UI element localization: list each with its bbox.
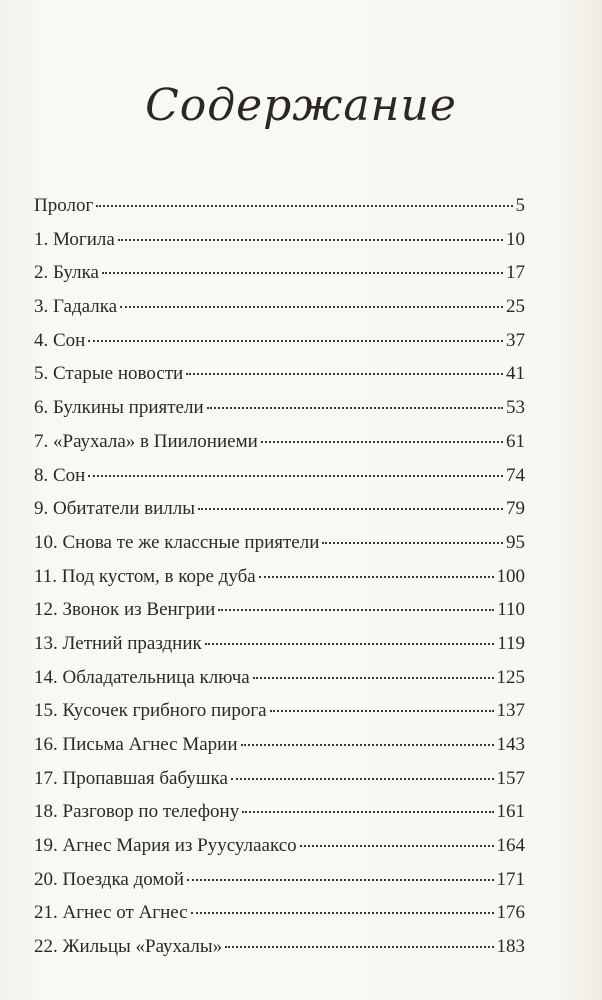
- page-title: Содержание: [145, 80, 457, 131]
- toc-entry: [34, 564, 525, 598]
- toc-entry: [34, 530, 525, 564]
- toc-entry-title: 4. Сон: [34, 329, 86, 351]
- toc-entry-title: 22. Жильцы «Раухалы»: [34, 936, 223, 958]
- toc-entry-page-number: 119: [497, 632, 525, 654]
- toc-entry-title: 6. Булкины приятели: [34, 397, 204, 419]
- toc-entry-page-number: 176: [496, 902, 525, 924]
- dot-leader: [186, 372, 503, 375]
- toc-entry: [34, 732, 525, 766]
- toc-entry-title: 3. Гадалка: [34, 296, 118, 318]
- toc-entry-title: 5. Старые новости: [34, 363, 184, 385]
- dot-leader: [187, 878, 493, 881]
- dot-leader: [225, 945, 493, 948]
- dot-leader: [241, 743, 494, 746]
- dot-leader: [191, 911, 494, 914]
- table-of-contents: [34, 193, 525, 968]
- toc-entry-title: 7. «Раухала» в Пиилониеми: [34, 430, 258, 452]
- toc-entry-page-number: 10: [506, 228, 525, 250]
- toc-entry-title: 15. Кусочек грибного пирога: [34, 700, 267, 722]
- dot-leader: [88, 474, 503, 477]
- toc-entry-title: 21. Агнес от Агнес: [34, 902, 188, 924]
- toc-entry-title: 13. Летний праздник: [34, 632, 202, 654]
- toc-entry: [34, 631, 525, 665]
- toc-entry-page-number: 125: [496, 666, 525, 688]
- toc-entry-page-number: 79: [506, 498, 525, 520]
- dot-leader: [207, 406, 503, 409]
- toc-entry: [34, 665, 525, 699]
- toc-entry-page-number: 61: [506, 430, 525, 452]
- toc-entry: [34, 698, 525, 732]
- toc-entry: [34, 496, 525, 530]
- toc-entry-page-number: 157: [496, 767, 525, 789]
- dot-leader: [218, 608, 494, 611]
- dot-leader: [322, 541, 503, 544]
- toc-entry: [34, 597, 525, 631]
- dot-leader: [198, 507, 503, 510]
- toc-entry-page-number: 95: [506, 531, 525, 553]
- toc-entry-title: 8. Сон: [34, 464, 86, 486]
- toc-entry-page-number: 53: [506, 397, 525, 419]
- dot-leader: [205, 642, 494, 645]
- toc-entry: [34, 833, 525, 867]
- toc-entry: [34, 867, 525, 901]
- dot-leader: [300, 844, 494, 847]
- toc-entry: [34, 429, 525, 463]
- toc-entry: [34, 260, 525, 294]
- toc-entry: [34, 361, 525, 395]
- toc-entry: [34, 294, 525, 328]
- toc-entry: [34, 328, 525, 362]
- toc-entry-title: 1. Могила: [34, 228, 115, 250]
- toc-entry-title: 16. Письма Агнес Марии: [34, 734, 238, 755]
- toc-entry-page-number: 183: [496, 936, 525, 958]
- toc-entry: [34, 395, 525, 429]
- dot-leader: [88, 339, 503, 342]
- toc-entry-page-number: 137: [496, 700, 525, 722]
- toc-entry: [34, 463, 525, 497]
- toc-entry-title: 17. Пропавшая бабушка: [34, 767, 228, 789]
- dot-leader: [231, 777, 494, 780]
- dot-leader: [120, 305, 503, 308]
- toc-entry-page-number: 161: [496, 801, 525, 823]
- dot-leader: [118, 238, 503, 241]
- dot-leader: [242, 810, 493, 813]
- toc-entry: [34, 799, 525, 833]
- toc-entry-page-number: 110: [497, 599, 525, 621]
- toc-entry-title: 9. Обитатели виллы: [34, 498, 196, 520]
- toc-entry-title: 12. Звонок из Венгрии: [34, 599, 216, 621]
- toc-entry-page-number: 17: [506, 262, 525, 284]
- toc-entry-title: Пролог: [34, 195, 94, 216]
- toc-entry: [34, 227, 525, 261]
- dot-leader: [253, 676, 494, 679]
- toc-entry-title: 11. Под кустом, в коре дуба: [34, 565, 256, 587]
- toc-entry-page-number: 37: [506, 329, 525, 351]
- dot-leader: [259, 575, 494, 578]
- toc-entry-page-number: 100: [496, 565, 525, 587]
- toc-entry-page-number: 25: [506, 296, 525, 318]
- toc-entry-page-number: 171: [496, 868, 525, 890]
- dot-leader: [261, 440, 503, 443]
- toc-entry-page-number: 5: [515, 195, 525, 216]
- toc-entry: [34, 766, 525, 800]
- toc-entry-page-number: 143: [496, 734, 525, 755]
- toc-entry-title: 20. Поездка домой: [34, 868, 185, 890]
- toc-entry-page-number: 164: [496, 835, 525, 857]
- dot-leader: [102, 271, 503, 274]
- toc-entry: [34, 900, 525, 934]
- toc-entry-page-number: 41: [506, 363, 525, 385]
- dot-leader: [270, 709, 494, 712]
- toc-entry-title: 18. Разговор по телефону: [34, 801, 240, 823]
- toc-entry-title: 19. Агнес Мария из Руусулааксо: [34, 835, 297, 857]
- toc-entry-title: 10. Снова те же классные приятели: [34, 531, 320, 553]
- toc-entry-page-number: 74: [506, 464, 525, 486]
- toc-entry: [34, 934, 525, 968]
- toc-entry-title: 2. Булка: [34, 262, 99, 284]
- dot-leader: [96, 204, 512, 207]
- toc-entry-title: 14. Обладательница ключа: [34, 666, 250, 688]
- toc-entry: [34, 193, 525, 227]
